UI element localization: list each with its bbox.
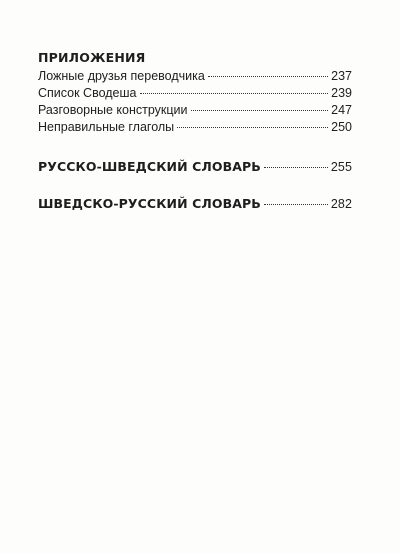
toc-entry-page: 255 <box>330 160 352 174</box>
toc-entry-irregular-verbs <box>38 119 352 136</box>
toc-entry-label: Список Сводеша <box>38 86 137 100</box>
toc-entry-label: Разговорные конструкции <box>38 103 188 117</box>
dot-leader <box>208 76 328 77</box>
spacer <box>38 176 352 195</box>
dot-leader <box>264 167 328 168</box>
toc-entry-label: Неправильные глаголы <box>38 120 175 134</box>
toc-entry-label: Ложные друзья переводчика <box>38 69 205 83</box>
toc-entry-label: ШВЕДСКО-РУССКИЙ СЛОВАРЬ <box>38 196 261 211</box>
toc-entry-false-friends <box>38 68 352 85</box>
toc-entry-page: 237 <box>331 69 352 83</box>
toc-entry-russian-swedish-dictionary <box>38 158 352 176</box>
toc-entry-page: 282 <box>330 197 352 211</box>
toc-entry-label: РУССКО-ШВЕДСКИЙ СЛОВАРЬ <box>38 159 261 174</box>
dot-leader <box>140 93 329 94</box>
toc-entry-page: 239 <box>331 86 352 100</box>
toc-entry-page: 247 <box>331 103 352 117</box>
toc-entry-swedish-russian-dictionary <box>38 195 352 213</box>
table-of-contents <box>38 50 352 213</box>
dot-leader <box>177 127 328 128</box>
toc-entry-swadesh-list <box>38 85 352 102</box>
toc-entry-conversational-constructions <box>38 102 352 119</box>
spacer <box>38 136 352 158</box>
appendix-heading: ПРИЛОЖЕНИЯ <box>38 50 146 65</box>
dot-leader <box>191 110 329 111</box>
dot-leader <box>264 204 328 205</box>
toc-entry-page: 250 <box>331 120 352 134</box>
